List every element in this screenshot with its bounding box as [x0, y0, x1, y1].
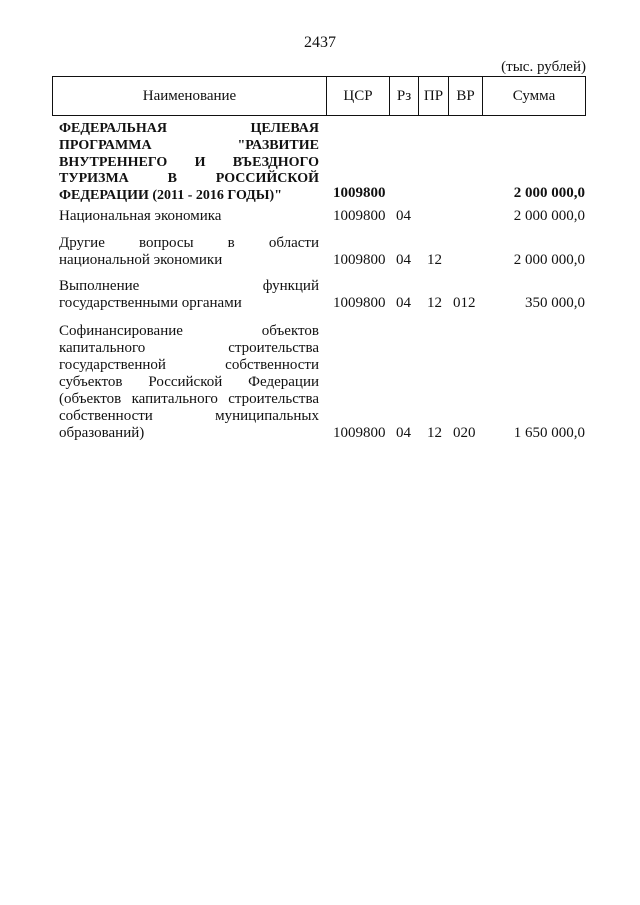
row-sum: 350 000,0 [525, 295, 585, 311]
row-sum: 2 000 000,0 [513, 252, 585, 268]
row-name: Другие вопросы в области национальной экономики [59, 235, 319, 268]
row-sum: 2 000 000,0 [513, 208, 585, 224]
header-name: Наименование [142, 88, 237, 104]
row-csr: 1009800 [333, 295, 386, 311]
row-rz: 04 [396, 252, 411, 268]
row-pr: 12 [427, 425, 442, 441]
row-vr: 012 [453, 295, 476, 311]
units-note: (тыс. рублей) [501, 59, 586, 75]
header-vr: ВР [456, 88, 475, 104]
row-csr: 1009800 [333, 425, 386, 441]
row-pr: 12 [427, 252, 442, 268]
row-rz: 04 [396, 208, 411, 224]
row-pr: 12 [427, 295, 442, 311]
row-rz: 04 [396, 295, 411, 311]
row-name: ФЕДЕРАЛЬНАЯ ЦЕЛЕВАЯ ПРОГРАММА "РАЗВИТИЕ ВНУТРЕННЕГО И ВЪЕЗДНОГО ТУРИЗМА В РОССИЙСКОЙ ФЕДЕРАЦИИ (2011 - 2016 ГОДЫ)" [59, 121, 319, 204]
row-rz: 04 [396, 425, 411, 441]
header-csr: ЦСР [343, 88, 373, 104]
row-csr: 1009800 [333, 185, 386, 201]
row-name: Выполнение функций государственными органами [59, 278, 319, 311]
header-rz: Рз [396, 88, 412, 104]
row-csr: 1009800 [333, 208, 386, 224]
page-number: 2437 [304, 34, 336, 51]
row-sum: 1 650 000,0 [513, 425, 585, 441]
row-csr: 1009800 [333, 252, 386, 268]
row-sum: 2 000 000,0 [513, 185, 585, 201]
row-name: Национальная экономика [59, 208, 222, 224]
column-divider [585, 76, 586, 116]
row-name: Софинансирование объектов капитального строительства государственной собственности субъектов Российской Федерации (объектов капитального строительства собственности муниципальных образований) [59, 323, 319, 441]
header-sum: Сумма [512, 88, 556, 104]
header-pr: ПР [423, 88, 444, 104]
row-vr: 020 [453, 425, 476, 441]
